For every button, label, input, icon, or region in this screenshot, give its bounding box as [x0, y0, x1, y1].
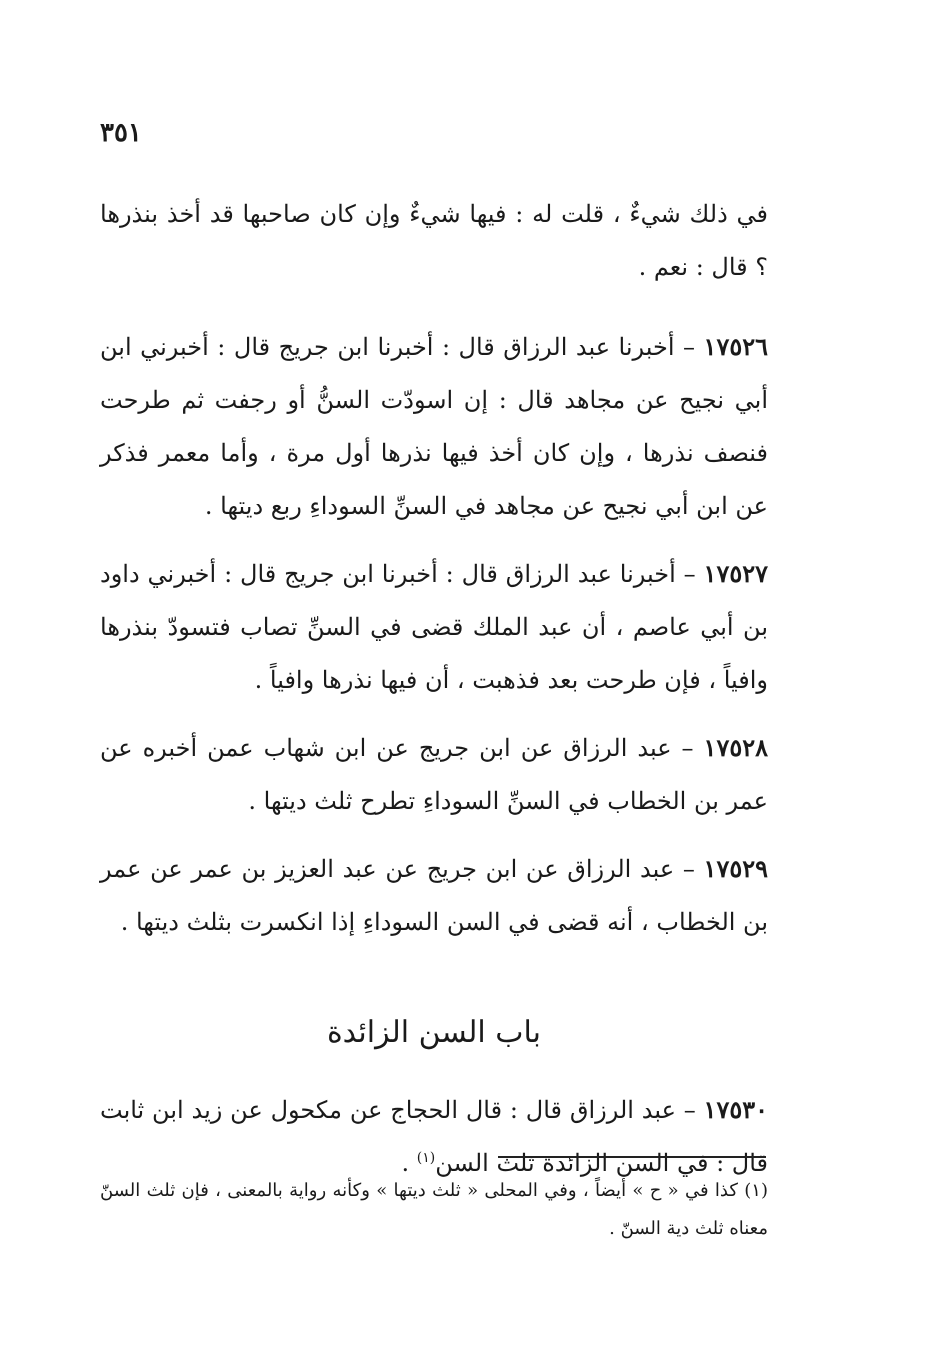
chapter-title: باب السن الزائدة: [326, 1015, 542, 1050]
hadith-number: ١٧٥٢٦: [703, 332, 768, 361]
hadith-number: ١٧٥٣٠: [703, 1095, 768, 1124]
paragraph-continuation: [100, 188, 768, 294]
hadith-paragraph: [100, 721, 768, 828]
hadith-text: – أخبرنا عبد الرزاق قال : أخبرنا ابن جريج قال : أخبرني ابن أبي نجيح عن مجاهد قال : إن اسودّت السنُّ أو رجفت ثم طرحت فنصف نذرها ، وإن كان أخذ فيها نذرها أول مرة ، وأما معمر فذكر عن ابن أبي نجيح عن مجاهد في السنِّ السوداءِ ربع ديتها .: [100, 333, 768, 520]
hadith-number: ١٧٥٢٧: [703, 559, 768, 588]
footnote: [100, 1172, 768, 1248]
footnote-divider: [498, 1156, 766, 1158]
hadith-text: – عبد الرزاق قال : قال الحجاج عن مكحول عن زيد ابن ثابت قال : في السن الزائدة ثلث السن: [100, 1096, 768, 1177]
hadith-text: – عبد الرزاق عن ابن جريج عن عبد العزيز بن عمر عن عمر بن الخطاب ، أنه قضى في السن السوداءِ إذا انكسرت بثلث ديتها .: [100, 855, 768, 936]
footnotes: [100, 1172, 768, 1248]
hadith-text: – أخبرنا عبد الرزاق قال : أخبرنا ابن جريج قال : أخبرني داود بن أبي عاصم ، أن عبد الملك قضى في السنِّ تصاب فتسودّ بنذرها وافياً ، فإن طرحت بعد فذهبت ، أن فيها نذرها وافياً .: [100, 560, 768, 694]
hadith-paragraph: [100, 842, 768, 949]
hadith-text: – عبد الرزاق عن ابن جريج عن ابن شهاب عمن أخبره عن عمر بن الخطاب في السنِّ السوداءِ تطرح ثلث ديتها .: [100, 734, 768, 815]
hadith-paragraph: [100, 547, 768, 707]
hadith-paragraph: [100, 320, 768, 533]
footnote-text: (١) كذا في « ح » أيضاً ، وفي المحلى « ثلث ديتها » وكأنه رواية بالمعنى ، فإن ثلث السنّ معناه ثلث دية السنّ .: [100, 1180, 768, 1239]
page-number: ٣٥١: [100, 118, 142, 148]
paragraph-text: في ذلك شيءٌ ، قلت له : فيها شيءٌ وإن كان صاحبها قد أخذ بنذرها ؟ قال : نعم .: [100, 200, 768, 281]
footnote-reference: (١): [416, 1150, 436, 1166]
main-text: [100, 188, 768, 1204]
hadith-number: ١٧٥٢٨: [703, 733, 768, 762]
hadith-text-tail: .: [401, 1149, 417, 1177]
hadith-number: ١٧٥٢٩: [703, 854, 768, 883]
